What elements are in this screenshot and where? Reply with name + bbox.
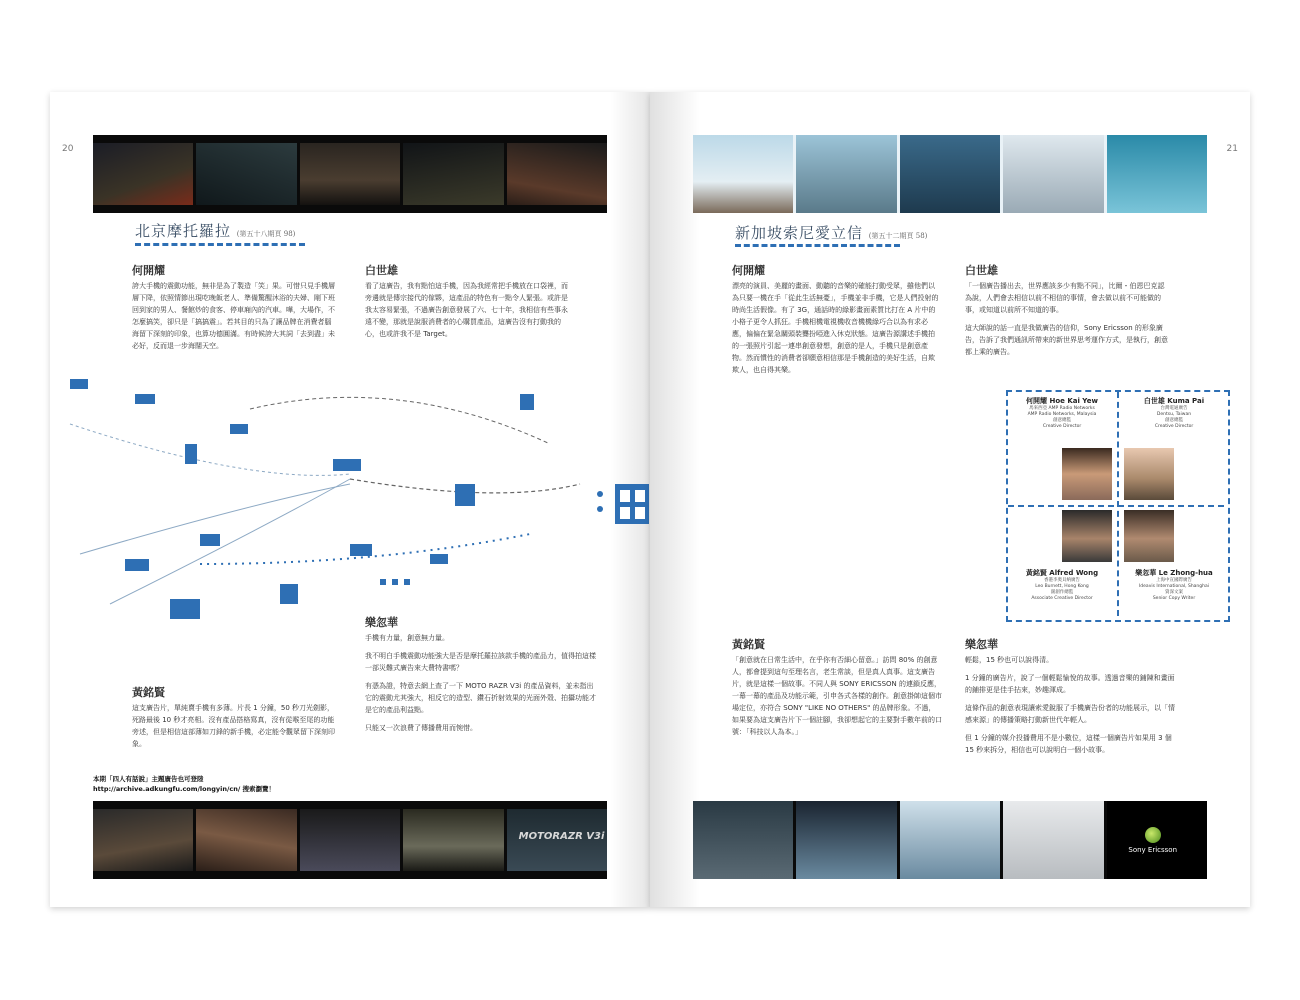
profile-name: 樂忽華 Le Zhong-hua bbox=[1135, 569, 1213, 577]
profile-role-en: Creative Director bbox=[1154, 424, 1194, 429]
photo-frame bbox=[900, 801, 1000, 879]
critic-lead: 手機有力量，創意無力量。 bbox=[365, 634, 449, 642]
article-title-right bbox=[735, 222, 927, 243]
critic-text: 看了這廣告，我有點怕這手機，因為我經常把手機放在口袋裡，而旁邊就是傳宗接代的傢夥，這產品的特色有一點令人緊張。或許是我太容易緊張，不過廣告創意發展了六、七十年，我相信有些事永遠不變，那就是說服消費者的心購買產品，這廣告沒有打動我的心，也或許我不是 Target。 bbox=[365, 282, 568, 338]
critic-paragraph: 但 1 分鐘的媒介投播費用不是小數位，這樣一個廣告片如果用 3 個 15 秒來拆分，相信也可以說明白一個小故事。 bbox=[965, 734, 1172, 754]
critic-name: 樂忽華 bbox=[365, 616, 398, 629]
profile-card bbox=[1008, 508, 1116, 620]
footer-note bbox=[93, 774, 275, 794]
profile-org-en: Leo Burnett, Hong Kong bbox=[1035, 584, 1089, 589]
critic-paragraph: 這條作品的創意表現讓索愛銳服了手機廣告份者的功能展示，以「情感來源」的傳播策略打動新世代年輕人。 bbox=[965, 704, 1175, 724]
critic-paragraph: 有憑為證，特意去網上查了一下 MOTO RAZR V3i 的產品資料，並未指出它的震動尤其強大，相反它的造型、鑽石折射效果的光面外殼、拍攝功能才是它的產品利益點。 bbox=[365, 682, 596, 714]
photo-frame bbox=[693, 801, 793, 879]
article-title-left bbox=[135, 220, 295, 241]
title-note: (第五十二期頁 58) bbox=[868, 232, 928, 240]
photo-frame bbox=[693, 135, 793, 213]
critic-name: 黃銘賢 bbox=[132, 686, 165, 699]
film-frame bbox=[300, 143, 400, 205]
profile-org: 香港李奧貝納廣告 bbox=[1044, 578, 1080, 583]
profile-photo bbox=[1124, 448, 1174, 500]
film-frame bbox=[403, 809, 503, 871]
sony-ericsson-logo bbox=[1128, 827, 1177, 854]
photo-frame bbox=[1107, 801, 1207, 879]
brand-logo-text: Sony Ericsson bbox=[1128, 846, 1178, 854]
product-logo-text: MOTORAZR V3i bbox=[518, 831, 605, 842]
gutter-shadow-right bbox=[650, 92, 700, 907]
critic-paragraph: 我不明白手機震動功能強大是否是摩托羅拉該款手機的產品力，值得拍這樣一部災難式廣告來大費特書嗎？ bbox=[365, 652, 596, 672]
photo-frame bbox=[1107, 135, 1207, 213]
profile-card bbox=[1008, 392, 1116, 504]
critic-paragraph: 只能又一次浪費了傳播費用而惋惜。 bbox=[365, 724, 477, 732]
photo-frame bbox=[1003, 135, 1103, 213]
critic-name: 何開耀 bbox=[132, 264, 165, 277]
profile-org-en: Ideavis International, Shanghai bbox=[1138, 584, 1209, 589]
page-number-right: 21 bbox=[1226, 144, 1238, 154]
critic-text: 漂亮的演員、美麗的畫面、動聽的音樂的確能打動受眾，雖他們以為只要一機在手「從此生活無憂」，手機並非手機，它是人們投射的時尚生活假像。有了 3G，通話時的綠影畫面素質比打在 A 片中的小格子更令人抓狂。手機相機電視機收音機機綠巧合以為有求必應，偏偏在緊急關頭裝聾扮啞進入休克狀態。這廣告源講述手機拍的一張照片引起一連串創意發想，創意的是人，手機只是創意產物。然而慣性的消費者卻願意相信那是手機創造的美好生活，自欺欺人，也自得其樂。 bbox=[732, 282, 939, 374]
film-frame bbox=[196, 143, 296, 205]
phone-network-illustration bbox=[50, 354, 650, 654]
title-note: (第五十八期頁 98) bbox=[236, 230, 296, 238]
film-frame bbox=[507, 143, 607, 205]
profile-photo bbox=[1062, 510, 1112, 562]
photo-frame bbox=[796, 135, 896, 213]
critic-text: 「創意就在日常生活中，在乎你有否細心留意。」訪問 80% 的創意人，都會提到這句至理名言，老生常談，但是真人真事。這支廣告片，就是這樣一個故事。不同人與 SONY ERICSSON 的連鎖反應，一幕一幕的產品及功能示範，引申各式各樣的創作。創意掛帥這個市場定位，亦符合 SONY "LIKE NO OTHERS" 的品牌形象。不過，如果要為這支廣告片下一個註腳，我卻想起它的主要對手數年前的口號：「科技以人為本。」 bbox=[732, 656, 942, 736]
profile-photo bbox=[1062, 448, 1112, 500]
title-underline bbox=[735, 244, 900, 247]
title-underline bbox=[135, 243, 305, 246]
title-text: 新加坡索尼愛立信 bbox=[735, 224, 864, 242]
profile-org-en: AMP Radio Networks, Malaysia bbox=[1027, 412, 1097, 417]
profile-role: 創意總監 bbox=[1053, 418, 1071, 423]
critic-paragraph: 1 分鐘的廣告片，說了一個輕鬆愉悅的故事。透過音樂的鋪陳和畫面的鋪排更是佳手拈來，妙趣渾成。 bbox=[965, 674, 1175, 694]
profile-photo bbox=[1124, 510, 1174, 562]
profile-card bbox=[1120, 508, 1228, 620]
photo-strip-top-right bbox=[693, 135, 1207, 213]
magazine-spread bbox=[50, 92, 1250, 907]
profile-role: 創意總監 bbox=[1165, 418, 1183, 423]
profile-org: 台灣電通廣告 bbox=[1160, 406, 1188, 411]
divider bbox=[1117, 392, 1119, 616]
profile-org: 馬來西亞 AMP Radio Networks bbox=[1029, 406, 1095, 411]
film-frame bbox=[507, 809, 607, 871]
profile-card bbox=[1120, 392, 1228, 504]
footer-url: http://archive.adkungfu.com/longyin/cn/ 搜索瀏覽！ bbox=[93, 785, 275, 793]
photo-frame bbox=[796, 801, 896, 879]
profile-name: 白世雄 Kuma Pai bbox=[1143, 397, 1205, 405]
critic-name: 白世雄 bbox=[365, 264, 398, 277]
film-frame bbox=[93, 143, 193, 205]
film-frame bbox=[300, 809, 400, 871]
critic-text: 誇大手機的震動功能，無非是為了製造「笑」果。可惜只見手機層層下降，依照情節出現吃晚飯老人、準備驚醒沐浴的夫婦、剛下班回到家的男人、餐館炒的食客、停車廂內的汽車。嘩，大場作，不怎麼搞笑，卻只是「搞搞震」。若其目的只為了讓品牌在消費者腦海留下深刻的印象，也算功德圓滿。有時候誇大其詞「去到盡」未必好，反而退一步海闊天空。 bbox=[132, 282, 335, 350]
critic-profiles-panel bbox=[1006, 390, 1230, 622]
profile-role: 資深文案 bbox=[1165, 590, 1183, 595]
film-frame bbox=[403, 143, 503, 205]
divider bbox=[1008, 505, 1224, 507]
critic-text-block bbox=[365, 632, 600, 740]
profile-name: 黃銘賢 Alfred Wong bbox=[1025, 569, 1099, 577]
critic-paragraph: 這大師說的話一直是我做廣告的信仰，Sony Ericsson 的形象廣告，告訴了我們通訊所帶來的新世界思考運作方式，是執行，創意都上乘的廣告。 bbox=[965, 324, 1168, 356]
profile-org-en: Dentsu, Taiwan bbox=[1156, 412, 1192, 417]
profile-role: 副創作總監 bbox=[1050, 590, 1074, 595]
page-number-left: 20 bbox=[62, 144, 74, 154]
film-frame bbox=[196, 809, 296, 871]
critic-name: 何開耀 bbox=[732, 264, 765, 277]
photo-frame bbox=[900, 135, 1000, 213]
brand-globe-icon bbox=[1145, 827, 1161, 843]
critic-text: 這支廣告片，單純賣手機有多薄。片長 1 分鐘，50 秒刀光劍影，死路最後 10 秒才亮相。沒有產品搭格寫真，沒有從喉至尾的功能旁述，但是相信這部薄如刀鋒的新手機，必定能令觀眾留下深刻印象。 bbox=[132, 704, 335, 748]
photo-frame bbox=[1003, 801, 1103, 879]
profile-org: 上海中宣國際廣告 bbox=[1156, 578, 1192, 583]
footer-note-line: 本期「四人有話說」主題廣告也可登陸 bbox=[93, 775, 204, 783]
critic-paragraph: 「一個廣告播出去，世界應該多少有點不同」，比爾・伯恩巴克認為說，人們會去相信以前不相信的事情，會去做以前不可能做的事，或知道以前所不知道的事。 bbox=[965, 282, 1165, 314]
film-strip-top-left bbox=[93, 135, 607, 213]
profile-caption bbox=[1120, 564, 1228, 602]
film-strip-bottom-left bbox=[93, 801, 607, 879]
profile-role-en: Creative Director bbox=[1042, 424, 1082, 429]
film-frame bbox=[93, 809, 193, 871]
critic-name: 白世雄 bbox=[965, 264, 998, 277]
critic-name: 樂忽華 bbox=[965, 638, 998, 651]
profile-caption bbox=[1008, 564, 1116, 602]
profile-role-en: Associate Creative Director bbox=[1031, 596, 1093, 601]
critic-text-block bbox=[965, 280, 1170, 364]
critic-name: 黃銘賢 bbox=[732, 638, 765, 651]
right-page bbox=[650, 92, 1250, 907]
critic-text-block bbox=[965, 654, 1175, 762]
profile-name: 何開耀 Hoe Kai Yew bbox=[1026, 397, 1098, 405]
critic-lead: 輕鬆，15 秒也可以說得清。 bbox=[965, 656, 1054, 664]
photo-strip-bottom-right bbox=[693, 801, 1207, 879]
left-page bbox=[50, 92, 650, 907]
profile-role-en: Senior Copy Writer bbox=[1152, 596, 1196, 601]
title-text: 北京摩托羅拉 bbox=[135, 222, 232, 240]
